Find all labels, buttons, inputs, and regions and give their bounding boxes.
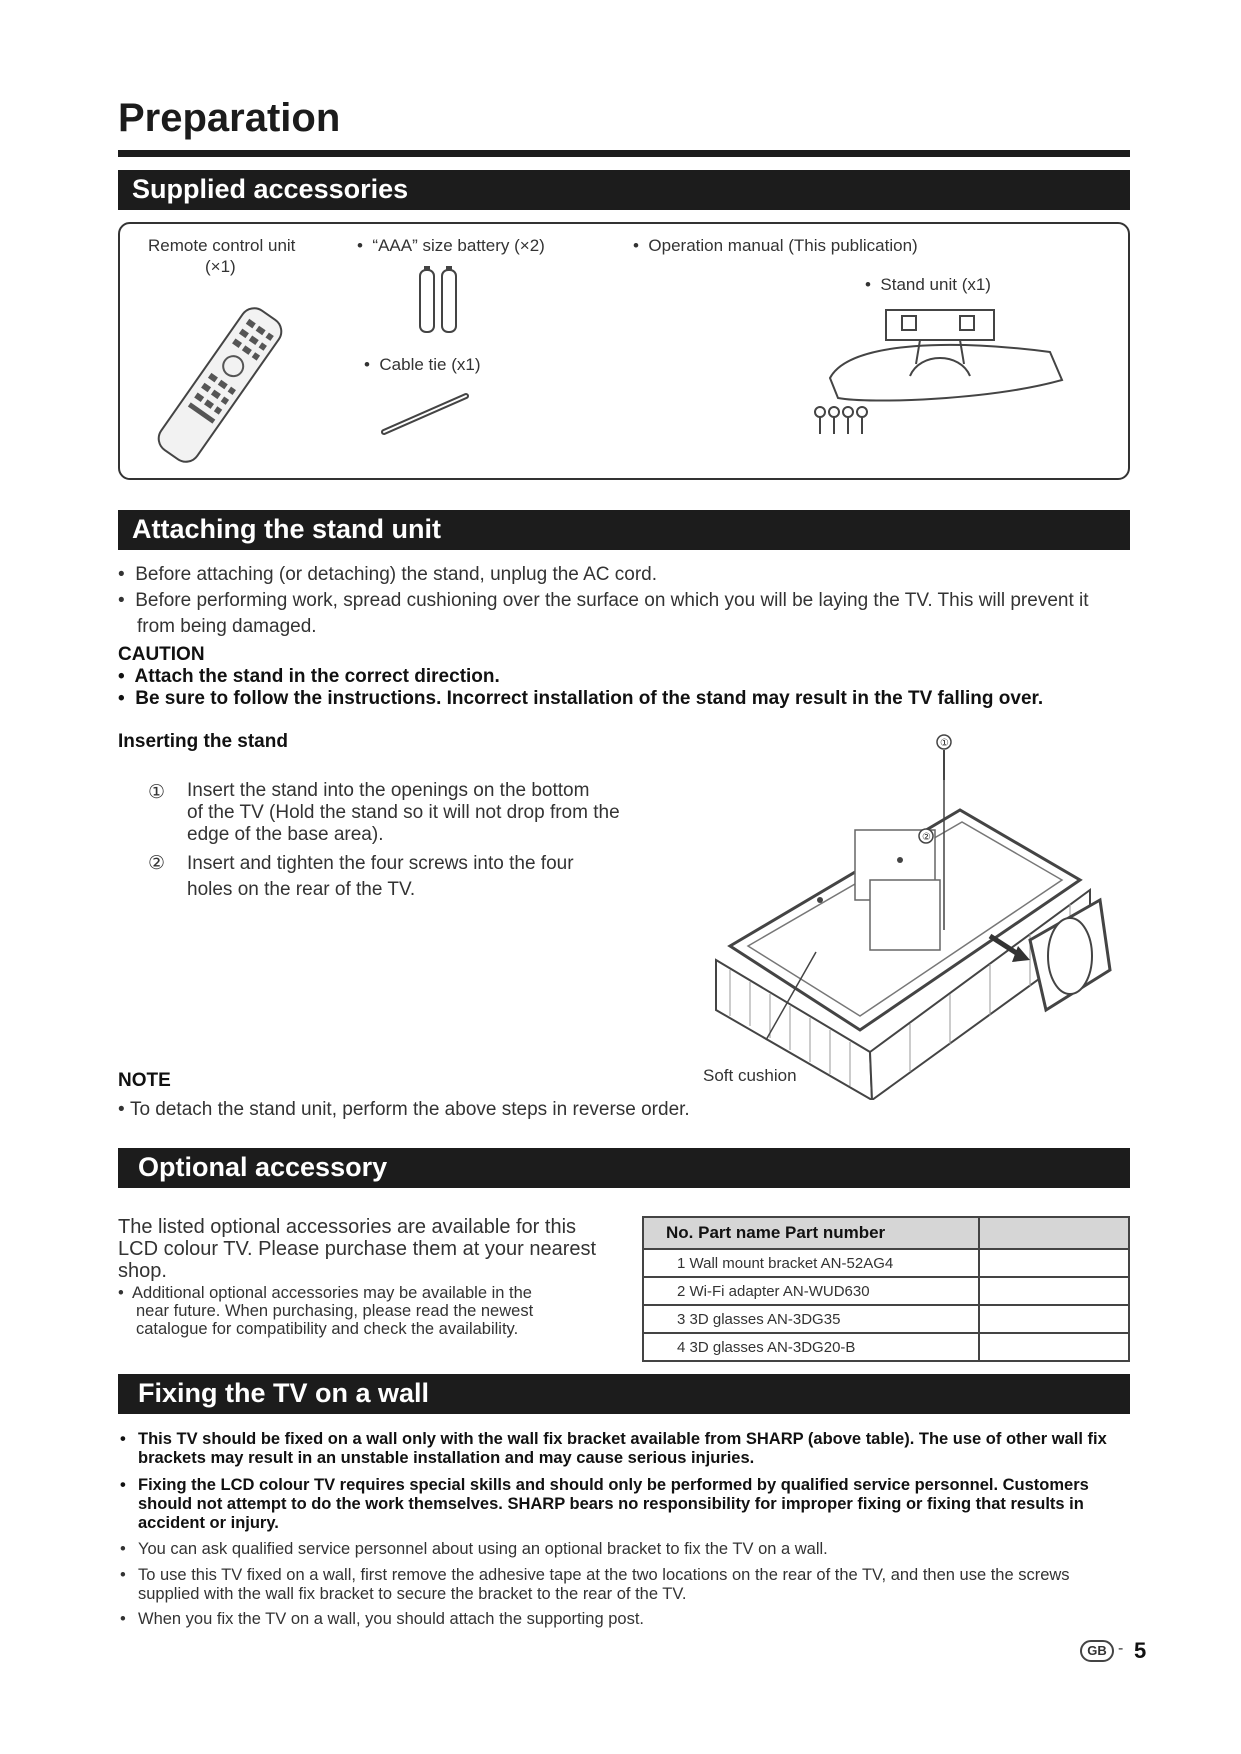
- remote-control-illustration: [150, 300, 290, 470]
- step-1-text: Insert the stand into the openings on the bottom of the TV (Hold the stand so it will not drop from the edge of the base area).: [187, 780, 620, 845]
- attach-bullet-2: • Before performing work, spread cushioning over the surface on which you will be laying the TV. This will prevent it: [118, 590, 1089, 611]
- page-number: 5: [1134, 1638, 1147, 1663]
- table-row: [643, 1249, 1129, 1277]
- battery-illustration: [414, 264, 462, 336]
- table-header-cell: [979, 1217, 1129, 1249]
- footer-separator: -: [1118, 1640, 1124, 1657]
- section-header-fixing: Fixing the TV on a wall: [118, 1374, 1130, 1414]
- diagram-marker-1: ①: [940, 738, 949, 749]
- inserting-label: Inserting the stand: [118, 731, 288, 752]
- diagram-marker-2: ②: [922, 832, 931, 843]
- table-cell: 4 3D glasses AN-3DG20-B: [643, 1333, 979, 1361]
- note-text: • To detach the stand unit, perform the above steps in reverse order.: [118, 1099, 690, 1120]
- section-header-attaching: Attaching the stand unit: [118, 510, 1130, 550]
- step-1-marker: ①: [148, 782, 166, 803]
- cable-tie-label: • Cable tie (x1): [364, 355, 481, 374]
- stand-installation-diagram: [700, 720, 1130, 1100]
- stand-unit-illustration: [810, 300, 1070, 440]
- table-row: [643, 1333, 1129, 1361]
- fixing-bullet-4: • To use this TV fixed on a wall, first remove the adhesive tape at the two locations on the rear of the TV, and then use the screws supplied with the wall fix bracket to secure the bracket to the rear of the TV.: [120, 1566, 1070, 1603]
- fixing-bullet-3: • You can ask qualified service personnel about using an optional bracket to fix the TV on a wall.: [120, 1540, 828, 1558]
- table-header: No. Part name Part number: [643, 1217, 979, 1249]
- remote-quantity: (×1): [205, 257, 236, 276]
- caution-item-1: • Attach the stand in the correct direction.: [118, 666, 500, 687]
- optional-accessory-table: [642, 1216, 1130, 1362]
- step-2-marker: ②: [148, 853, 166, 874]
- title-rule: [118, 150, 1130, 157]
- step-2-text: Insert and tighten the four screws into the four holes on the rear of the TV.: [187, 853, 574, 900]
- table-row: [643, 1305, 1129, 1333]
- table-cell: 2 Wi-Fi adapter AN-WUD630: [643, 1277, 979, 1305]
- caution-label: CAUTION: [118, 644, 205, 665]
- table-cell: [979, 1249, 1129, 1277]
- table-cell: [979, 1333, 1129, 1361]
- table-cell: 1 Wall mount bracket AN-52AG4: [643, 1249, 979, 1277]
- soft-cushion-label: Soft cushion: [703, 1066, 797, 1085]
- region-badge: GB: [1080, 1640, 1114, 1662]
- manual-label: • Operation manual (This publication): [633, 236, 918, 255]
- optional-intro: The listed optional accessories are available for this LCD colour TV. Please purchase them at your nearest shop.: [118, 1216, 597, 1282]
- fixing-bullet-5: • When you fix the TV on a wall, you should attach the supporting post.: [120, 1610, 644, 1628]
- note-label: NOTE: [118, 1070, 171, 1091]
- attach-bullet-2-cont: from being damaged.: [137, 616, 317, 637]
- stand-label: • Stand unit (x1): [865, 275, 991, 294]
- table-cell: [979, 1305, 1129, 1333]
- section-header-supplied: Supplied accessories: [118, 170, 1130, 210]
- table-cell: 3 3D glasses AN-3DG35: [643, 1305, 979, 1333]
- caution-item-2: • Be sure to follow the instructions. Incorrect installation of the stand may result in the TV falling over.: [118, 688, 1044, 709]
- table-header-row: [643, 1217, 1129, 1249]
- optional-note: • Additional optional accessories may be available in the near future. When purchasing, please read the newest catalogue for compatibility and check the availability.: [118, 1284, 534, 1338]
- cable-tie-illustration: [378, 388, 474, 438]
- fixing-bullet-1: • This TV should be fixed on a wall only with the wall fix bracket available from SHARP (above table). The use of other wall fix brackets may result in an unstable installation and may cause serious injuries.: [120, 1430, 1107, 1467]
- page-title: Preparation: [118, 96, 341, 140]
- table-row: [643, 1277, 1129, 1305]
- section-header-optional: Optional accessory: [118, 1148, 1130, 1188]
- fixing-bullet-2: • Fixing the LCD colour TV requires special skills and should only be performed by qualified service personnel. Customers should not attempt to do the work themselves. SHARP bears no responsibility for improper fixing or fixing that results in accident or injury.: [120, 1476, 1089, 1532]
- battery-label: • “AAA” size battery (×2): [357, 236, 545, 255]
- table-cell: [979, 1277, 1129, 1305]
- attach-bullet-1: • Before attaching (or detaching) the stand, unplug the AC cord.: [118, 564, 657, 585]
- remote-label: Remote control unit: [148, 236, 296, 255]
